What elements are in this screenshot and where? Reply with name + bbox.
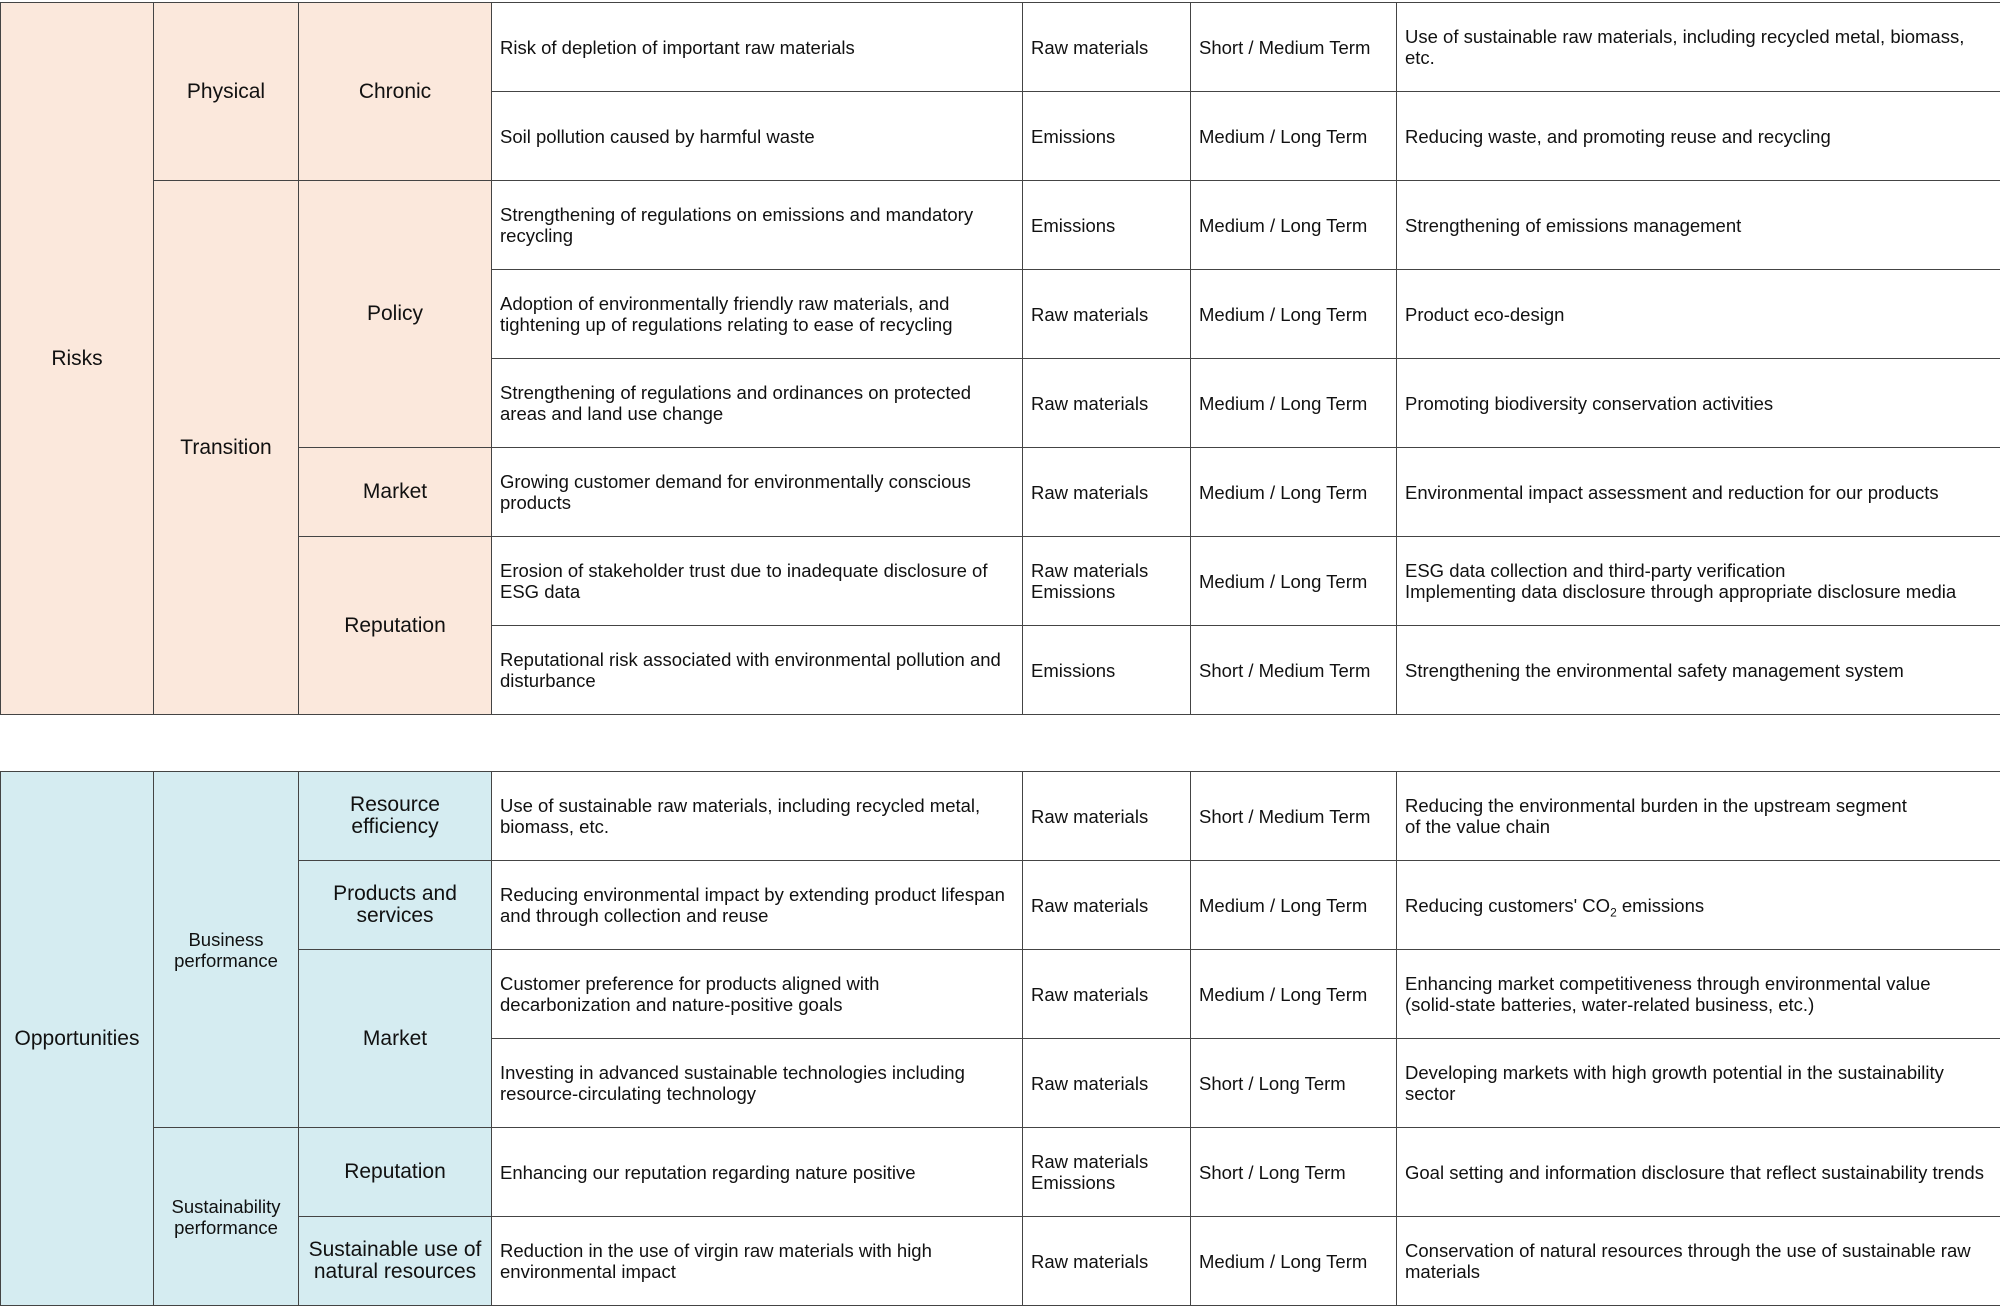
opportunities-table: [0, 771, 2000, 1306]
opportunity-description: Reduction in the use of virgin raw materials with high environmental impact: [492, 1217, 1023, 1306]
time-horizon: Short / Medium Term: [1191, 772, 1397, 861]
impact-area: [1023, 537, 1191, 626]
impact-area: Raw materials: [1023, 861, 1191, 950]
impact-area: Emissions: [1023, 626, 1191, 715]
response-measure: Conservation of natural resources through the use of sustainable raw materials: [1397, 1217, 2000, 1306]
response-measure: Product eco-design: [1397, 270, 2000, 359]
impact-area: Raw materials: [1023, 270, 1191, 359]
response-line: Reducing the environmental burden in the upstream segment: [1405, 795, 1907, 816]
response-measure: [1397, 772, 2000, 861]
response-line: ESG data collection and third-party verification: [1405, 560, 1786, 581]
response-measure: Developing markets with high growth potential in the sustainability sector: [1397, 1039, 2000, 1128]
response-measure: Reducing waste, and promoting reuse and recycling: [1397, 92, 2000, 181]
time-horizon: Short / Long Term: [1191, 1039, 1397, 1128]
impact-area: Raw materials: [1023, 1039, 1191, 1128]
response-text: Reducing customers' CO: [1405, 894, 1611, 916]
response-line: Enhancing market competitiveness through environmental value: [1405, 973, 1931, 994]
type-transition: Transition: [154, 181, 299, 715]
category-opportunities: Opportunities: [1, 772, 154, 1306]
opportunity-description: Investing in advanced sustainable technologies including resource-circulating technology: [492, 1039, 1023, 1128]
time-horizon: Medium / Long Term: [1191, 950, 1397, 1039]
time-horizon: Medium / Long Term: [1191, 270, 1397, 359]
risk-description: Reputational risk associated with environmental pollution and disturbance: [492, 626, 1023, 715]
response-line: Implementing data disclosure through appropriate disclosure media: [1405, 581, 1957, 602]
risk-description: Adoption of environmentally friendly raw materials, and tightening up of regulations relating to ease of recycling: [492, 270, 1023, 359]
impact-area: Raw materials: [1023, 950, 1191, 1039]
opportunity-description: Customer preference for products aligned with decarbonization and nature-positive goals: [492, 950, 1023, 1039]
response-line: (solid-state batteries, water-related business, etc.): [1405, 994, 1815, 1015]
impact-area: [1023, 1128, 1191, 1217]
opportunity-description: Enhancing our reputation regarding nature positive: [492, 1128, 1023, 1217]
response-line: of the value chain: [1405, 816, 1551, 837]
risk-description: Risk of depletion of important raw materials: [492, 3, 1023, 92]
time-horizon: Medium / Long Term: [1191, 861, 1397, 950]
risk-description: Strengthening of regulations and ordinances on protected areas and land use change: [492, 359, 1023, 448]
response-measure: Strengthening the environmental safety management system: [1397, 626, 2000, 715]
subtype-reputation: Reputation: [299, 537, 492, 715]
opportunity-description: Reducing environmental impact by extending product lifespan and through collection and reuse: [492, 861, 1023, 950]
response-measure: Promoting biodiversity conservation activities: [1397, 359, 2000, 448]
time-horizon: Medium / Long Term: [1191, 448, 1397, 537]
impact-area: Raw materials: [1023, 359, 1191, 448]
response-measure: [1397, 537, 2000, 626]
response-text-end: emissions: [1616, 894, 1705, 916]
impact-area: Raw materials: [1023, 1217, 1191, 1306]
opportunity-description: Use of sustainable raw materials, including recycled metal, biomass, etc.: [492, 772, 1023, 861]
risk-description: Erosion of stakeholder trust due to inadequate disclosure of ESG data: [492, 537, 1023, 626]
subtype-market: Market: [299, 448, 492, 537]
impact-area: Emissions: [1023, 181, 1191, 270]
time-horizon: Medium / Long Term: [1191, 92, 1397, 181]
impact-area: Raw materials: [1023, 448, 1191, 537]
impact-line: Raw materials: [1031, 1151, 1149, 1172]
subtype-sustainable-use-of-natural-resources: Sustainable use of natural resources: [299, 1217, 492, 1306]
time-horizon: Short / Medium Term: [1191, 3, 1397, 92]
risk-description: Soil pollution caused by harmful waste: [492, 92, 1023, 181]
response-measure: [1397, 950, 2000, 1039]
response-measure: Use of sustainable raw materials, including recycled metal, biomass, etc.: [1397, 3, 2000, 92]
impact-area: Emissions: [1023, 92, 1191, 181]
impact-line: Emissions: [1031, 581, 1116, 602]
impact-area: Raw materials: [1023, 772, 1191, 861]
response-measure: Strengthening of emissions management: [1397, 181, 2000, 270]
impact-line: Raw materials: [1031, 560, 1149, 581]
subtype-products-and-services: Products and services: [299, 861, 492, 950]
subtype-reputation: Reputation: [299, 1128, 492, 1217]
subscript-two: 2: [1610, 905, 1617, 920]
type-business-performance: Business performance: [154, 772, 299, 1128]
time-horizon: Medium / Long Term: [1191, 1217, 1397, 1306]
subtype-chronic: Chronic: [299, 3, 492, 181]
time-horizon: Medium / Long Term: [1191, 359, 1397, 448]
risk-description: Growing customer demand for environmentally conscious products: [492, 448, 1023, 537]
time-horizon: Medium / Long Term: [1191, 181, 1397, 270]
subtype-resource-efficiency: Resource efficiency: [299, 772, 492, 861]
type-sustainability-performance: Sustainability performance: [154, 1128, 299, 1306]
response-measure: [1397, 861, 2000, 950]
category-risks: Risks: [1, 3, 154, 715]
response-measure: Environmental impact assessment and reduction for our products: [1397, 448, 2000, 537]
response-measure: Goal setting and information disclosure that reflect sustainability trends: [1397, 1128, 2000, 1217]
time-horizon: Medium / Long Term: [1191, 537, 1397, 626]
impact-line: Emissions: [1031, 1172, 1116, 1193]
subtype-market: Market: [299, 950, 492, 1128]
subtype-policy: Policy: [299, 181, 492, 448]
risk-description: Strengthening of regulations on emissions and mandatory recycling: [492, 181, 1023, 270]
impact-area: Raw materials: [1023, 3, 1191, 92]
time-horizon: Short / Medium Term: [1191, 626, 1397, 715]
time-horizon: Short / Long Term: [1191, 1128, 1397, 1217]
type-physical: Physical: [154, 3, 299, 181]
risks-table: [0, 2, 2000, 715]
